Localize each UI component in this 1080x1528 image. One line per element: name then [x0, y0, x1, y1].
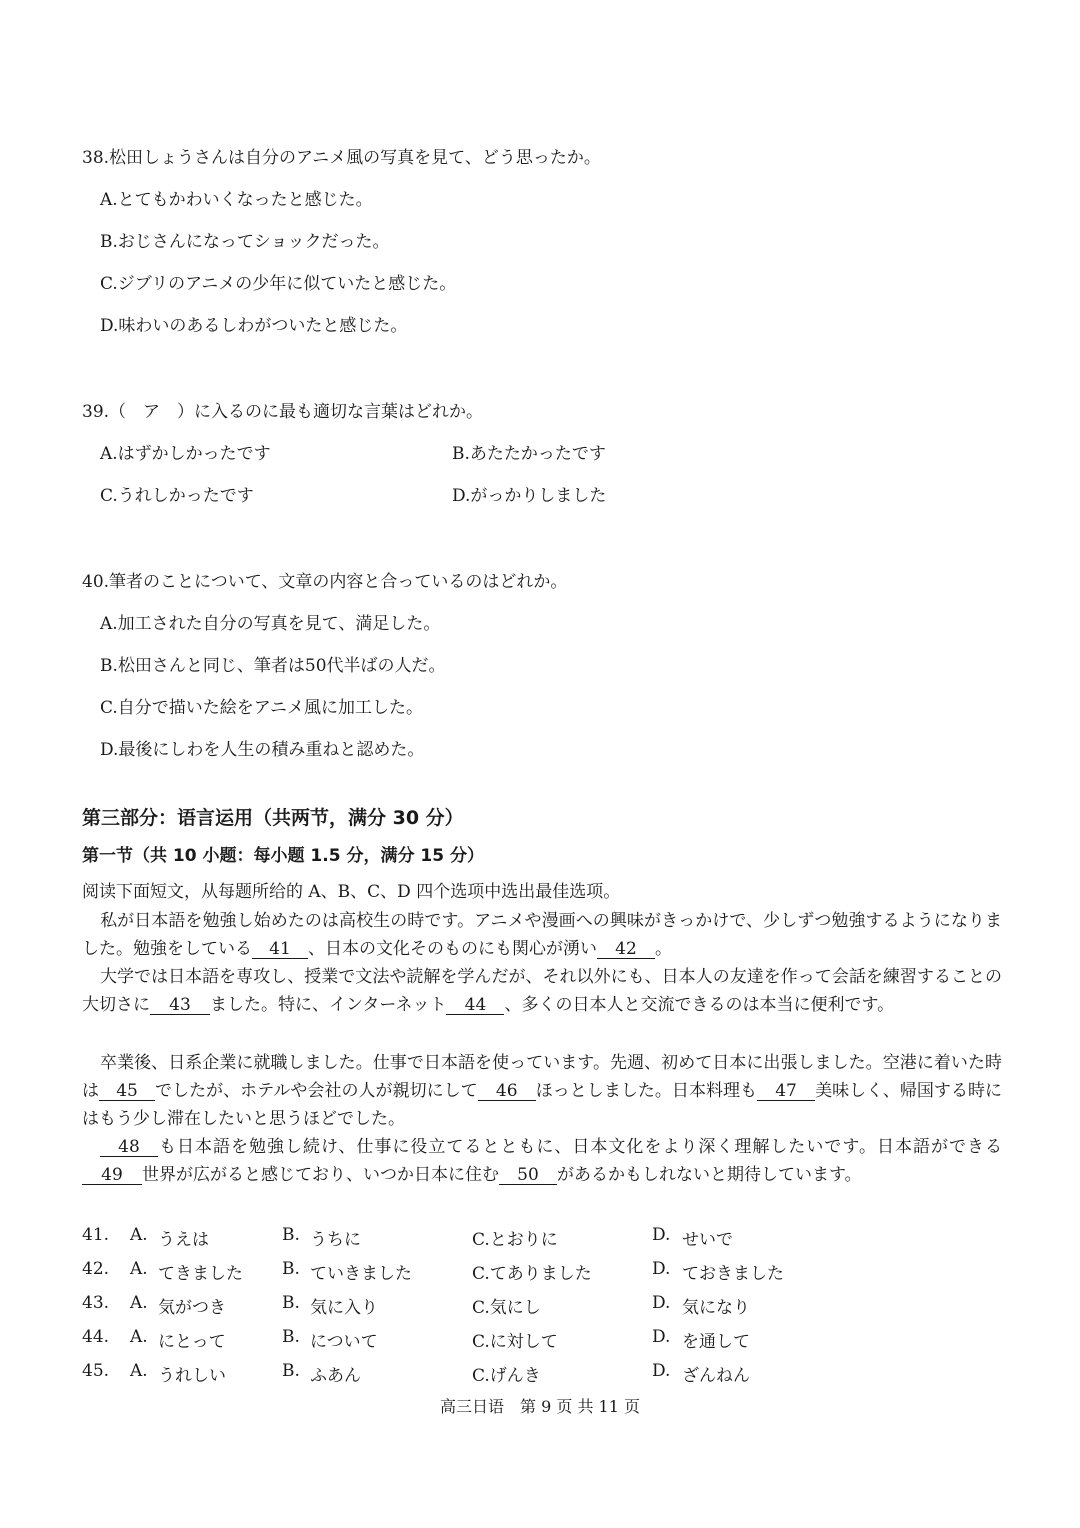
blank-46: 46: [478, 1082, 536, 1101]
q40-stem: 40.筆者のことについて、文章の内容と合っているのはどれか。: [82, 572, 568, 592]
blank-49: 49: [82, 1166, 142, 1185]
choice-number: 41.: [82, 1225, 110, 1245]
choice-d-text: 気になり: [682, 1298, 750, 1318]
blank-47: 47: [757, 1082, 815, 1101]
blank-43: 43: [150, 996, 210, 1015]
q39-stem: 39.（ ア ）に入るのに最も適切な言葉はどれか。: [82, 402, 484, 422]
choice-row-41: [82, 1225, 842, 1249]
q38-option-c: C.ジブリのアニメの少年に似ていたと感じた。: [100, 274, 457, 294]
choice-b-letter: B.: [282, 1293, 300, 1313]
choice-a-text: にとって: [158, 1332, 226, 1352]
q39-option-c: C.うれしかったです: [100, 486, 254, 506]
choice-number: 43.: [82, 1293, 110, 1313]
choice-b-text: ていきました: [310, 1264, 412, 1284]
passage-text: ほっとしました。日本料理も: [535, 1081, 758, 1101]
blank-44: 44: [446, 996, 504, 1015]
choice-c: C.とおりに: [472, 1230, 558, 1250]
choice-b-letter: B.: [282, 1327, 300, 1347]
choice-row-42: [82, 1259, 842, 1283]
passage-text: ました。特に、インターネット: [210, 995, 447, 1015]
choice-a-text: 気がつき: [158, 1298, 226, 1318]
choice-d-text: せいで: [682, 1230, 733, 1250]
choice-b-letter: B.: [282, 1259, 300, 1279]
blank-41: 41: [252, 940, 308, 959]
q39-option-b: B.あたたかったです: [452, 444, 606, 464]
choice-a-letter: A.: [130, 1259, 148, 1279]
choice-b-text: 気に入り: [310, 1298, 378, 1318]
choice-a-letter: A.: [130, 1327, 148, 1347]
passage-paragraph-3: [82, 1049, 1002, 1133]
passage-text: 、多くの日本人と交流できるのは本当に便利です。: [504, 995, 895, 1015]
passage-text: 大学では日本語を専攻し、授業で文法や読解を学んだが、それ以外にも、日本人の友達を作って会話を練習することの大切さに: [82, 967, 1002, 1015]
instructions: 阅读下面短文，从每题所给的 A、B、C、D 四个选项中选出最佳选项。: [82, 882, 621, 902]
passage-paragraph-1: [82, 907, 1002, 963]
q40-option-c: C.自分で描いた絵をアニメ風に加工した。: [100, 698, 423, 718]
choice-b-text: ふあん: [310, 1366, 361, 1386]
passage-text: 、日本の文化そのものにも関心が湧い: [308, 939, 597, 959]
choice-row-44: [82, 1327, 842, 1351]
choice-b-text: うちに: [310, 1230, 361, 1250]
q39-option-d: D.がっかりしました: [452, 486, 607, 506]
passage-text: 。: [655, 939, 672, 959]
choice-a-letter: A.: [130, 1361, 148, 1381]
choice-row-45: [82, 1361, 842, 1385]
q40-option-b: B.松田さんと同じ、筆者は50代半ばの人だ。: [100, 656, 446, 676]
choice-a-text: てきました: [158, 1264, 243, 1284]
q38-stem: 38.松田しょうさんは自分のアニメ風の写真を見て、どう思ったか。: [82, 148, 601, 168]
passage-text: があるかもしれないと期待しています。: [557, 1165, 862, 1185]
q38-option-b: B.おじさんになってショックだった。: [100, 232, 390, 252]
q39-option-a: A.はずかしかったです: [100, 444, 271, 464]
choice-b-letter: B.: [282, 1361, 300, 1381]
q40-option-a: A.加工された自分の写真を見て、満足した。: [100, 614, 441, 634]
choice-number: 45.: [82, 1361, 110, 1381]
choice-a-text: うれしい: [158, 1366, 226, 1386]
choice-d-text: ざんねん: [682, 1366, 750, 1386]
passage-paragraph-2: [82, 963, 1002, 1019]
choice-c: C.げんき: [472, 1366, 541, 1386]
choice-number: 42.: [82, 1259, 110, 1279]
passage-text: 美味しく、帰国する時にはもう少し滞在したいと思うほどでした。: [82, 1081, 1003, 1129]
choice-d-text: ておきました: [682, 1264, 784, 1284]
choice-d-letter: D.: [652, 1225, 671, 1245]
passage-text: 私が日本語を勉強し始めたのは高校生の時です。アニメや漫画への興味がきっかけで、少しずつ勉強するようになりました。勉強をしている: [82, 911, 1002, 959]
choice-a-text: うえは: [158, 1230, 209, 1250]
choice-b-letter: B.: [282, 1225, 300, 1245]
blank-42: 42: [597, 940, 655, 959]
choice-d-letter: D.: [652, 1293, 671, 1313]
section1-title: 第一节（共 10 小题：每小题 1.5 分，满分 15 分）: [82, 846, 484, 866]
blank-45: 45: [99, 1082, 155, 1101]
choice-d-letter: D.: [652, 1259, 671, 1279]
blank-48: 48: [100, 1138, 158, 1157]
choice-d-letter: D.: [652, 1327, 671, 1347]
passage-paragraph-4: [82, 1133, 1002, 1189]
choice-c: C.気にし: [472, 1298, 541, 1318]
choice-c: C.に対して: [472, 1332, 558, 1352]
choice-d-letter: D.: [652, 1361, 671, 1381]
choice-c: C.てありました: [472, 1264, 592, 1284]
passage-text: 世界が広がると感じており、いつか日本に住む: [142, 1165, 499, 1185]
passage-text: でしたが、ホテルや会社の人が親切にして: [155, 1081, 478, 1101]
choice-row-43: [82, 1293, 842, 1317]
passage-text: 卒業後、日系企業に就職しました。仕事で日本語を使っています。先週、初めて日本に出張しました。空港に着いた時は: [82, 1053, 1002, 1101]
q40-option-d: D.最後にしわを人生の積み重ねと認めた。: [100, 740, 425, 760]
q38-option-d: D.味わいのあるしわがついたと感じた。: [100, 316, 408, 336]
choice-b-text: について: [310, 1332, 378, 1352]
page-footer: 高三日语 第 9 页 共 11 页: [440, 1397, 640, 1416]
passage-text: も日本語を勉強し続け、仕事に役立てるとともに、日本文化をより深く理解したいです。日本語ができる: [158, 1137, 1002, 1157]
choice-a-letter: A.: [130, 1293, 148, 1313]
choice-number: 44.: [82, 1327, 110, 1347]
choice-d-text: を通して: [682, 1332, 750, 1352]
q38-option-a: A.とてもかわいくなったと感じた。: [100, 190, 373, 210]
part3-title: 第三部分：语言运用（共两节，满分 30 分）: [82, 807, 464, 829]
blank-50: 50: [499, 1166, 557, 1185]
choice-a-letter: A.: [130, 1225, 148, 1245]
